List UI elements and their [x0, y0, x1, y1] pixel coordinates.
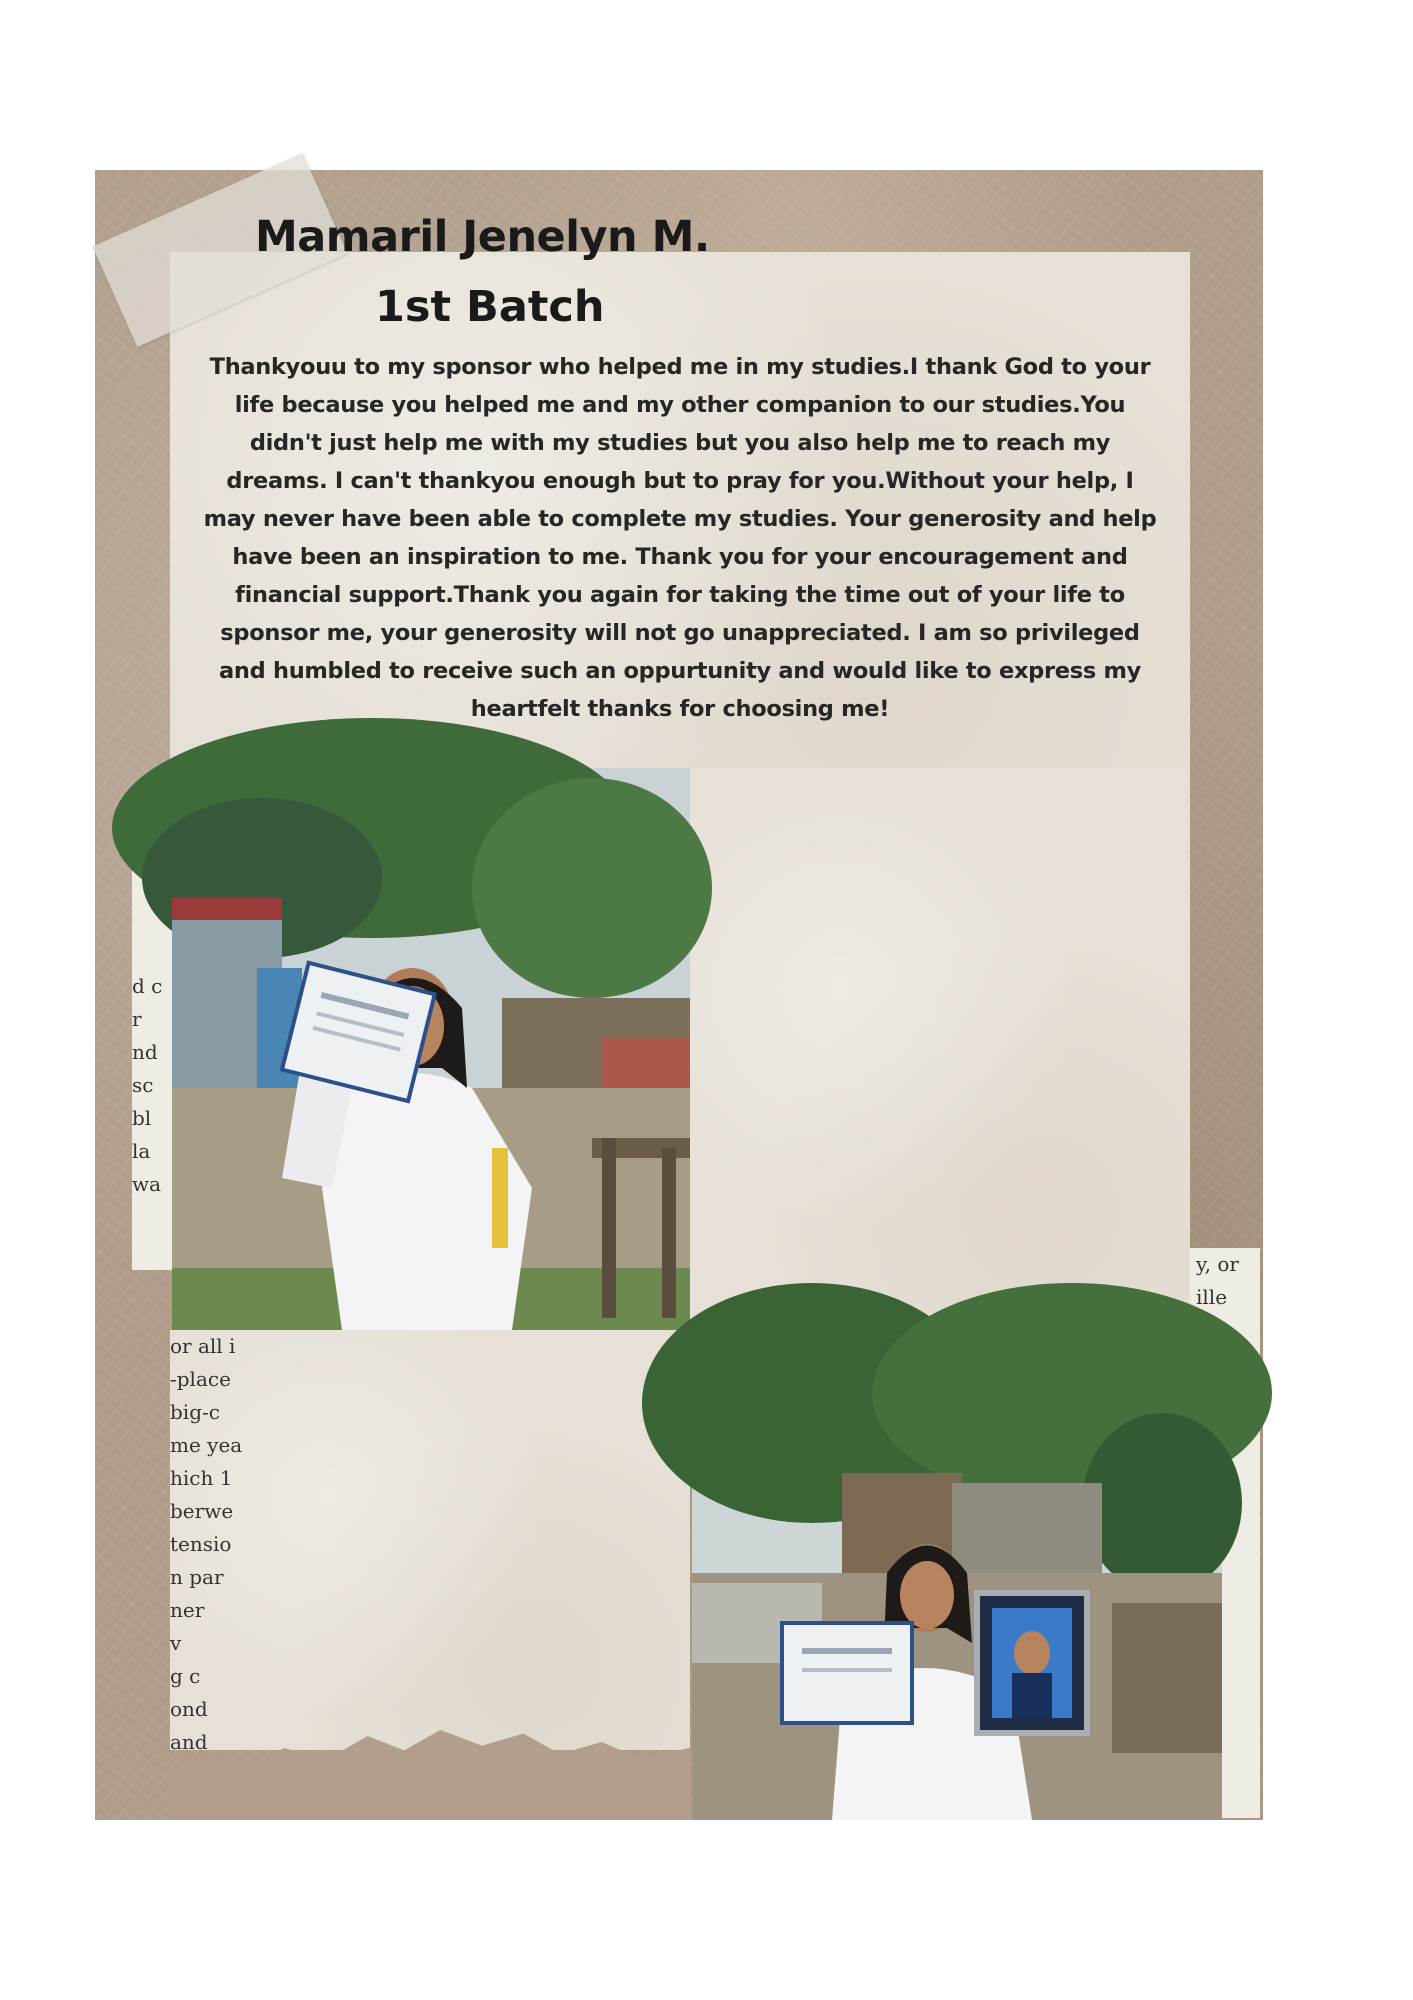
newsprint-line: y, or — [1196, 1252, 1239, 1276]
newsprint-line: v — [170, 1631, 182, 1655]
newsprint-line: big-c — [170, 1400, 220, 1424]
newsprint-line: wa — [132, 1172, 162, 1196]
newsprint-line: ner — [170, 1598, 205, 1622]
graduation-photo-2 — [692, 1323, 1222, 1820]
newsprint-strip-left-bottom — [170, 1330, 250, 1754]
thank-you-message: Thankyouu to my sponsor who helped me in my studies.I thank God to your life because you helped me and my other companion to our studies.You didn't just help me with my studies but you also help me to reach my dreams. I can't thankyou enough but to pray for you.Without your help, I may never have been able to complete my studies. Your generosity and help have been an inspiration to me. Thank you for your encouragement and financial support.Thank you again for taking the time out of your life to sponsor me, your generosity will not go unappreciated. I am so privileged and humbled to receive such an oppurtunity and would like to express my heartfelt thanks for choosing me! — [203, 354, 1157, 722]
newsprint-line: -place — [170, 1367, 231, 1391]
photo-1-illustration — [172, 768, 690, 1330]
newsprint-line: or all i — [170, 1334, 236, 1358]
newsprint-line: bl — [132, 1106, 152, 1130]
newsprint-line: tensio — [170, 1532, 232, 1556]
newsprint-line: la — [132, 1139, 151, 1163]
newsprint-line: r — [132, 1007, 142, 1031]
photo-2-illustration — [692, 1323, 1222, 1820]
newsprint-line: n par — [170, 1565, 224, 1589]
newsprint-line: d c — [132, 974, 163, 998]
graduation-photo-1 — [172, 768, 690, 1330]
newsprint-line: and — [170, 1730, 208, 1754]
newsprint-line: me yea — [170, 1433, 243, 1457]
newsprint-line: g c — [170, 1664, 201, 1688]
newsprint-line: hich 1 — [170, 1466, 233, 1490]
student-name: Mamaril Jenelyn M. — [255, 212, 710, 262]
batch-label: 1st Batch — [375, 282, 605, 332]
newsprint-line: ond — [170, 1697, 208, 1721]
newsprint-line: sc — [132, 1073, 154, 1097]
newsprint-line: ille — [1196, 1285, 1228, 1309]
paper-panel-right — [690, 768, 1190, 1323]
newsprint-line: nd — [132, 1040, 158, 1064]
newsprint-line: berwe — [170, 1499, 234, 1523]
